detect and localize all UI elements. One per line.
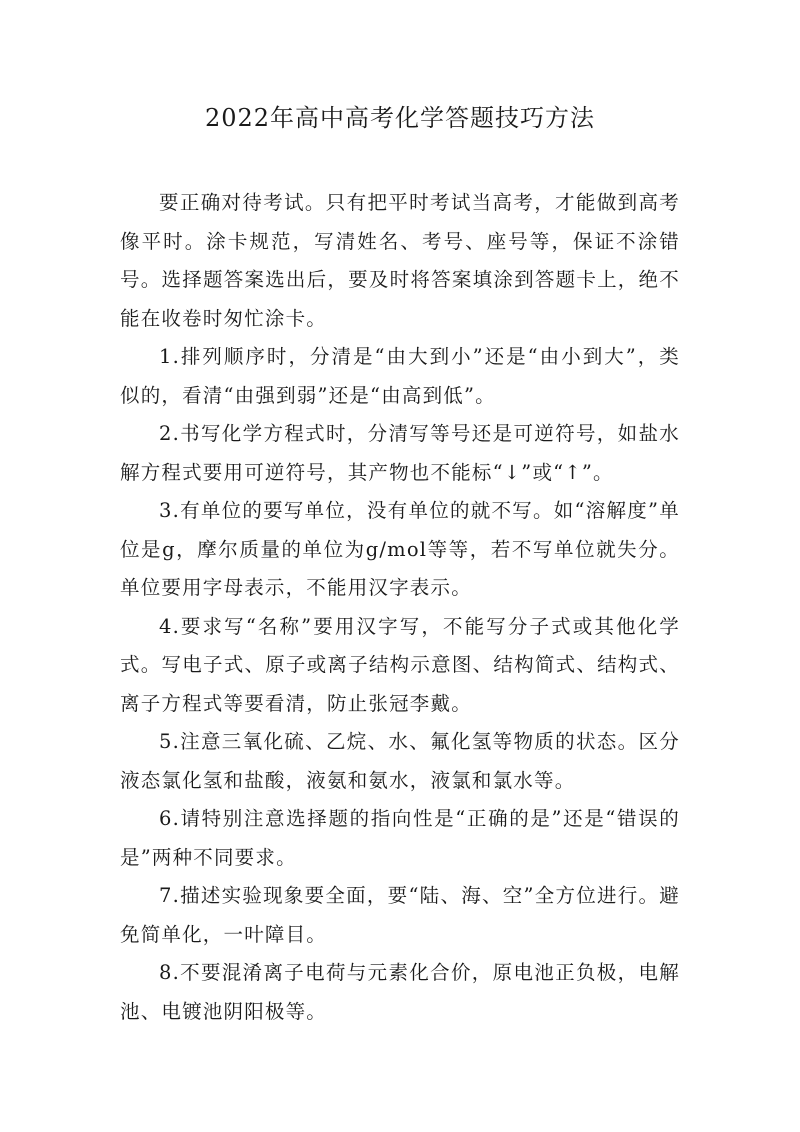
paragraph-tip-7: 7.描述实验现象要全面，要“陆、海、空”全方位进行。避免简单化，一叶障目。 <box>120 884 680 946</box>
paragraph-tip-2: 2.书写化学方程式时，分清写等号还是可逆符号，如盐水解方程式要用可逆符号，其产物也不能标“↓”或“↑”。 <box>120 422 680 484</box>
paragraph-tip-3: 3.有单位的要写单位，没有单位的就不写。如“溶解度”单位是g，摩尔质量的单位为g/mol等等，若不写单位就失分。单位要用字母表示，不能用汉字表示。 <box>120 499 680 599</box>
paragraph-tip-8: 8.不要混淆离子电荷与元素化合价，原电池正负极，电解池、电镀池阴阳极等。 <box>120 961 680 1023</box>
document-title: 2022年高中高考化学答题技巧方法 <box>204 104 596 132</box>
paragraph-tip-6: 6.请特别注意选择题的指向性是“正确的是”还是“错误的是”两种不同要求。 <box>120 807 680 869</box>
paragraph-tip-5: 5.注意三氧化硫、乙烷、水、氟化氢等物质的状态。区分液态氯化氢和盐酸，液氨和氨水，液氯和氯水等。 <box>120 730 680 792</box>
paragraph-tip-1: 1.排列顺序时，分清是“由大到小”还是“由小到大”，类似的，看清“由强到弱”还是“由高到低”。 <box>120 345 680 407</box>
paragraph-intro: 要正确对待考试。只有把平时考试当高考，才能做到高考像平时。涂卡规范，写清姓名、考号、座号等，保证不涂错号。选择题答案选出后，要及时将答案填涂到答题卡上，绝不能在收卷时匆忙涂卡。 <box>120 191 680 330</box>
document-body <box>120 184 680 1031</box>
paragraph-tip-4: 4.要求写“名称”要用汉字写，不能写分子式或其他化学式。写电子式、原子或离子结构示意图、结构简式、结构式、离子方程式等要看清，防止张冠李戴。 <box>120 614 680 715</box>
